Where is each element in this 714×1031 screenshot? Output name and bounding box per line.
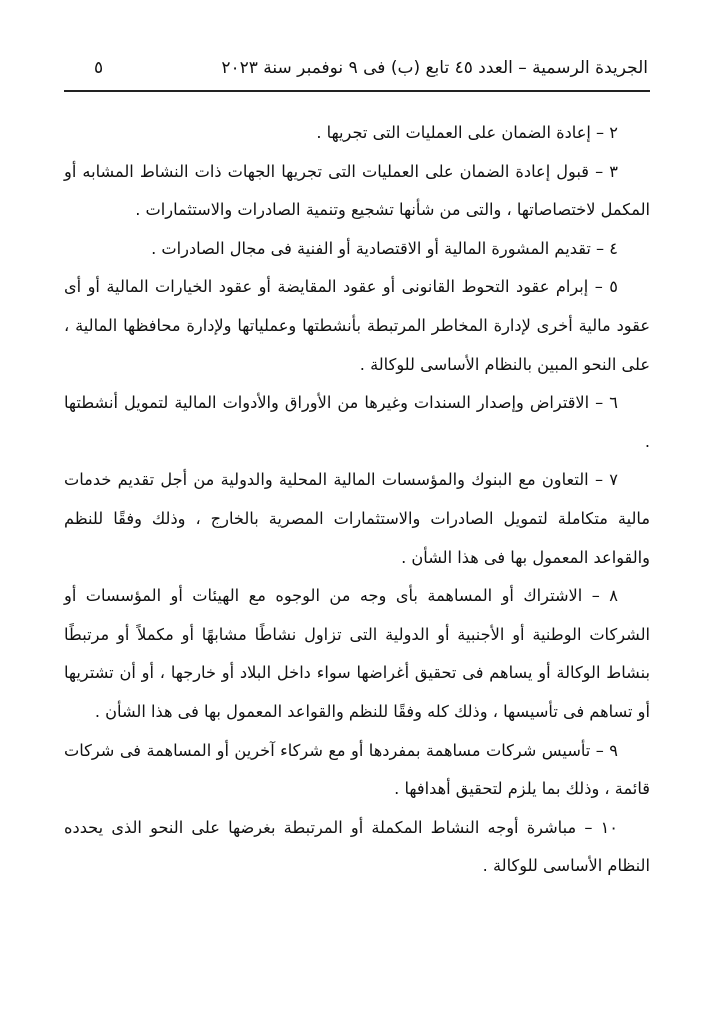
paragraph-item-2: ٢ – إعادة الضمان على العمليات التى تجريها . <box>316 123 618 142</box>
document-body <box>64 114 650 886</box>
header-divider <box>64 90 650 92</box>
paragraph-item-7: ٧ – التعاون مع البنوك والمؤسسات المالية المحلية والدولية من أجل تقديم خدمات مالية متكاملة لتمويل الصادرات والاستثمارات المصرية بالخارج ، وذلك وفقًا للنظم والقواعد المعمول بها فى هذا الشأن . <box>64 470 650 567</box>
paragraph-item-3: ٣ – قبول إعادة الضمان على العمليات التى تجريها الجهات ذات النشاط المشابه أو المكمل لاختصاصاتها ، والتى من شأنها تشجيع وتنمية الصادرات والاستثمارات . <box>64 161 650 220</box>
page-header <box>64 54 650 90</box>
paragraph-item-5: ٥ – إبرام عقود التحوط القانونى أو عقود المقايضة أو عقود الخيارات المالية أو أى عقود مالية أخرى لإدارة المخاطر المرتبطة بأنشطتها وعملياتها ولإدارة محافظها المالية ، على النحو المبين بالنظام الأساسى للوكالة . <box>64 277 650 374</box>
gazette-header-title: الجريدة الرسمية – العدد ٤٥ تابع (ب) فى ٩ نوفمبر سنة ٢٠٢٣ <box>221 58 648 78</box>
paragraph-item-4: ٤ – تقديم المشورة المالية أو الاقتصادية أو الفنية فى مجال الصادرات . <box>151 238 618 258</box>
paragraph-item-10: ١٠ – مباشرة أوجه النشاط المكملة أو المرتبطة بغرضها على النحو الذى يحدده النظام الأساسى للوكالة . <box>64 817 650 876</box>
paragraph-item-8: ٨ – الاشتراك أو المساهمة بأى وجه من الوجوه مع الهيئات أو المؤسسات أو الشركات الوطنية أو الأجنبية أو الدولية التى تزاول نشاطًا مشابهًا أو مكملاً أو مرتبطًا بنشاط الوكالة أو يساهم فى تحقيق أغراضها سواء داخل البلاد أو خارجها ، أو أن تشتريها أو تساهم فى تأسيسها ، وذلك كله وفقًا للنظم والقواعد المعمول بها فى هذا الشأن . <box>64 586 650 721</box>
paragraph-item-6: ٦ – الاقتراض وإصدار السندات وغيرها من الأوراق والأدوات المالية لتمويل أنشطتها . <box>64 393 650 451</box>
document-page <box>64 54 650 886</box>
paragraph-item-9: ٩ – تأسيس شركات مساهمة بمفردها أو مع شركاء آخرين أو المساهمة فى شركات قائمة ، وذلك بما يلزم لتحقيق أهدافها . <box>64 740 650 799</box>
page-number: ٥ <box>94 58 104 78</box>
